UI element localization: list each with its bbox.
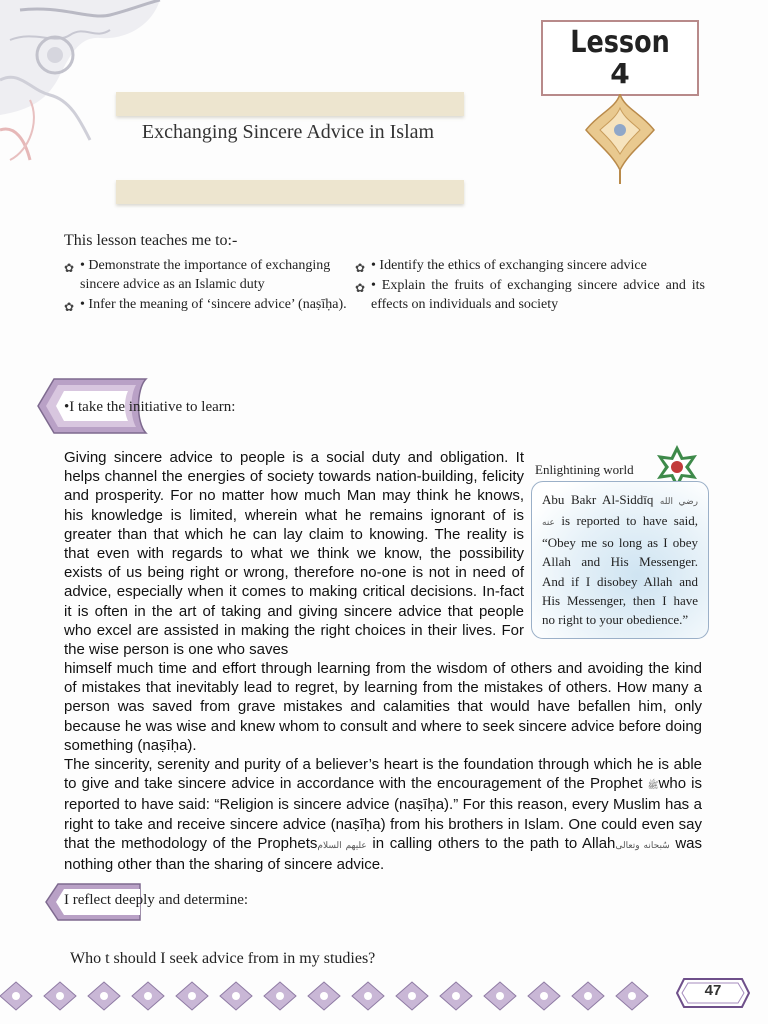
lesson-badge [541, 20, 699, 96]
objective-item: ✿ • Infer the meaning of ‘sincere advice’ (naṣīḥa). [64, 295, 349, 314]
bullet-icon: ✿ [64, 300, 75, 314]
title-banner [116, 88, 464, 208]
side-box-text: Abu Bakr Al-Siddīq رضي الله عنه is reported to have said, “Obey me so long as I obey Allah and His Messenger. And if I disobey Allah and His Messenger, then I have no right to your obedience.” [542, 492, 698, 628]
lesson-label: Lesson [570, 25, 670, 60]
objective-item: ✿ • Demonstrate the importance of exchanging sincere advice as an Islamic duty [64, 258, 331, 292]
objectives-right-list [355, 256, 705, 315]
objectives-left-list [64, 256, 349, 315]
lesson-number: 4 [610, 57, 630, 90]
section-heading-learn: •I take the initiative to learn: [64, 399, 236, 415]
section-heading-reflect: I reflect deeply and determine: [64, 892, 249, 908]
reflection-question: Who t should I seek advice from in my studies? [70, 950, 376, 967]
banner-top-bar [116, 92, 464, 116]
footer-ornament-border [0, 972, 768, 1018]
enlightening-box [531, 481, 709, 639]
objective-item: ✿ • Explain the fruits of exchanging sincere advice and its effects on individuals and society [355, 278, 705, 312]
body-paragraph-2: himself much time and effort through learning from the wisdom of others and avoiding the kind of mistakes that inevitably lead to regret, by learning from the mistakes of others. How many a person was saved from grave mistakes and calamities that would have befallen him, only because he was wise and knew whom to consult and where to seek sincere advice before doing something (naṣīḥa). [64, 660, 702, 754]
lesson-title: Exchanging Sincere Advice in Islam [141, 121, 435, 143]
side-box-heading: Enlightining world [535, 462, 634, 477]
honorific-prophet: ﷺ [647, 780, 659, 791]
bullet-icon: ✿ [355, 281, 366, 295]
pendant-ornament [584, 94, 656, 186]
honorific-allah: سُبحانه وتعالى [615, 839, 670, 850]
body-paragraph-1: Giving sincere advice to people is a social duty and obligation. It helps channel the energies of society towards nation-building, felicity and prosperity. For no matter how much Man may think he knows, his knowledge is limited, wherein what he remains ignorant of is greater than that which he can lay claim to knowing. The reality is that even with regards to what we think we know, the possibility exists of us being right or wrong, therefore no-one is not in need of advice, especially when it comes to making critical decisions. In-fact it is often in the art of taking and giving sincere advice that people who excel are assisted in making the right choices in their lives. For the wise person is one who saves [64, 449, 524, 659]
bullet-icon: ✿ [355, 261, 366, 275]
objectives-heading: This lesson teaches me to:- [64, 232, 238, 249]
banner-bottom-bar [116, 180, 464, 204]
page-number: 47 [704, 982, 722, 999]
body-paragraph-3: The sincerity, serenity and purity of a believer’s heart is the foundation through which he is able to give and take sincere advice in accordance with the encouragement of the Prophet ﷺwho is reported to have said: “Religion is sincere advice (naṣīḥa).” For this reason, every Muslim has a right to take and receive sincere advice (naṣīḥa) from his brothers in Islam. One could even say that the methodology of the Prophetsعليهم السلام in calling others to the path to Allahسُبحانه وتعالى was nothing other than the sharing of sincere advice. [64, 756, 703, 874]
objective-item: ✿ • Identify the ethics of exchanging sincere advice [355, 256, 705, 275]
bullet-icon: ✿ [64, 261, 75, 275]
honorific-prophets: عليهم السلام [317, 839, 367, 850]
honorific-companion: رضي الله عنه [542, 496, 698, 528]
